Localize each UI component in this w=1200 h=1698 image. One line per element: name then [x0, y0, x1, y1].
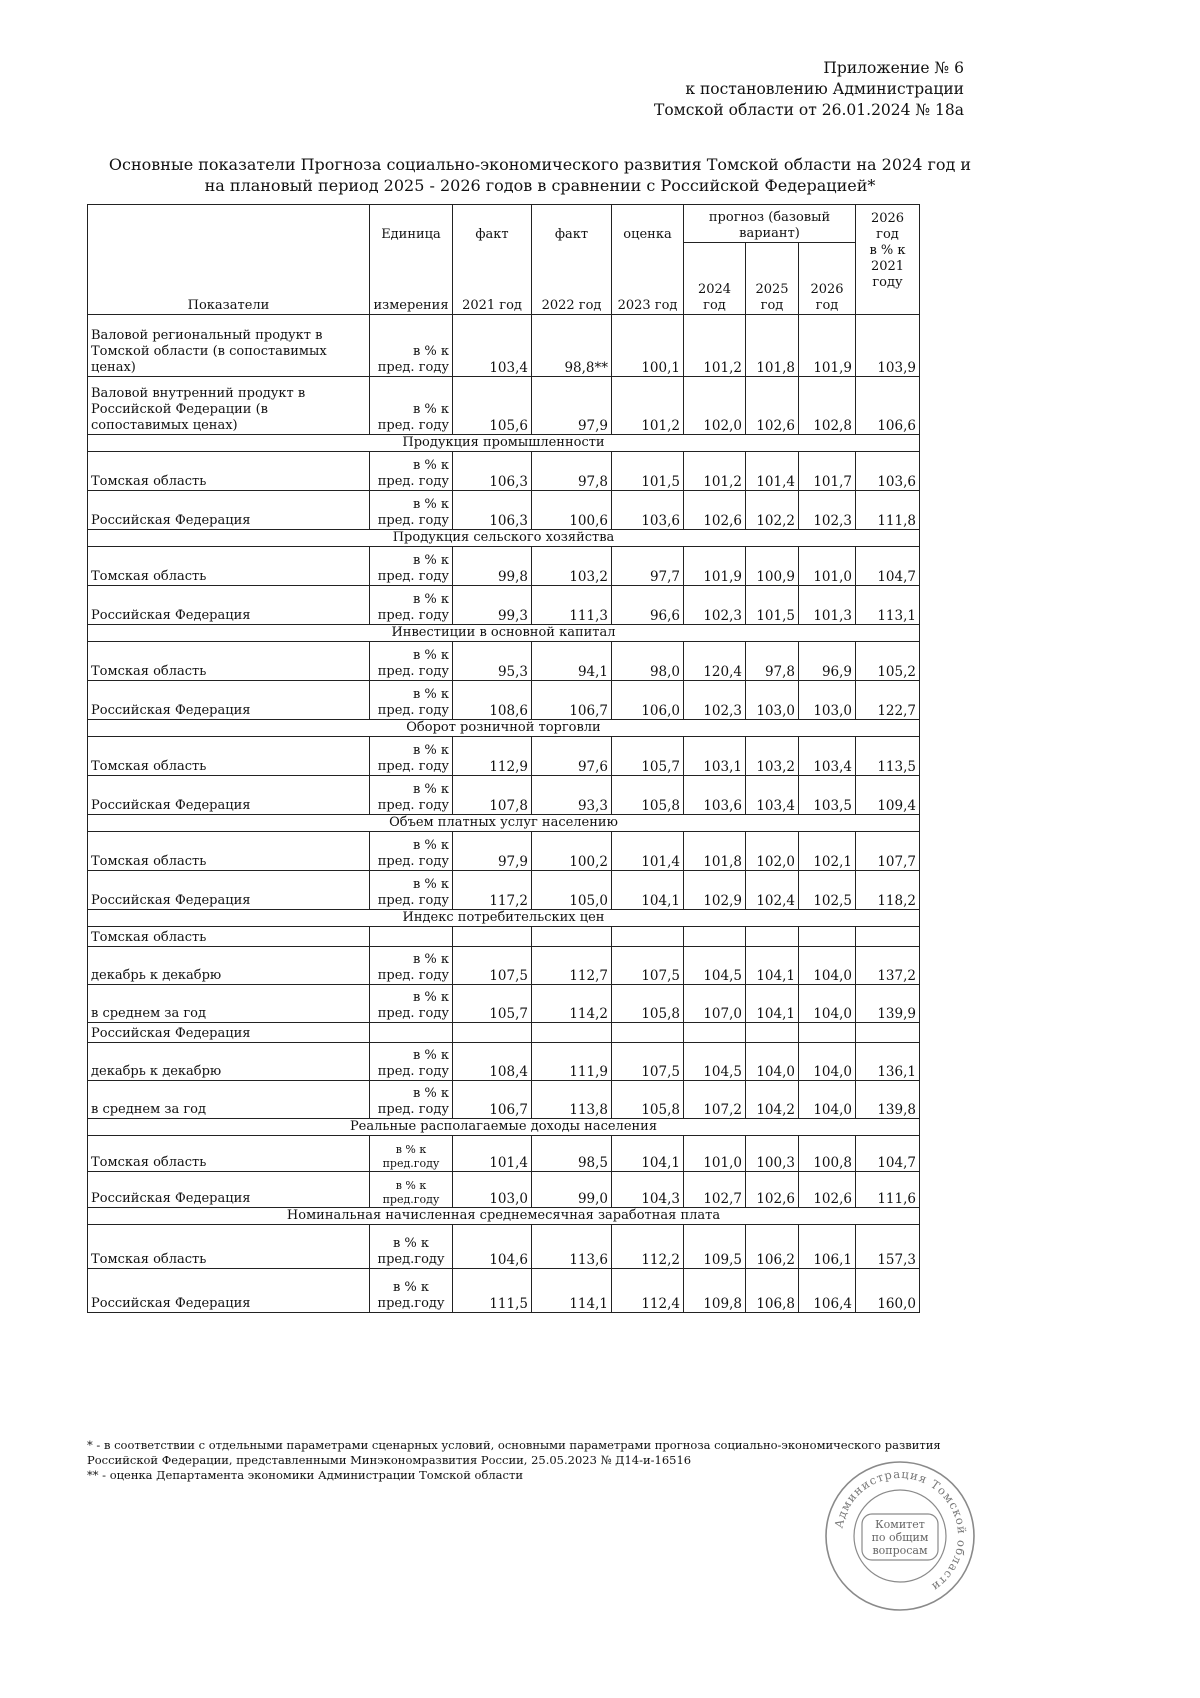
row-value: 102,6: [799, 1172, 856, 1208]
row-value: 100,2: [532, 832, 612, 871]
table-row: [88, 1023, 920, 1043]
row-value: 102,6: [746, 377, 799, 435]
row-value: 103,6: [856, 452, 920, 491]
row-indicator-name: Российская Федерация: [88, 681, 370, 720]
row-value: [532, 927, 612, 947]
row-value: 107,8: [453, 776, 532, 815]
footnote-1: * - в соответствии с отдельными параметрами сценарных условий, основными параметрами прогноза социально-экономического развития Российской Федерации, представленными Минэкономразвития России, 25.05.2023 № Д14-и-16516: [87, 1438, 941, 1467]
row-value: 102,6: [746, 1172, 799, 1208]
header-unit-top: Единица: [370, 205, 453, 243]
row-unit: в % к пред. году: [370, 947, 453, 985]
row-value: 102,5: [799, 871, 856, 910]
row-unit: в % к пред. году: [370, 985, 453, 1023]
title-line-1: Основные показатели Прогноза социально-экономического развития Томской области на 2024 год и: [108, 155, 972, 174]
section-title: Продукция промышленности: [88, 435, 920, 452]
row-value: 104,1: [612, 871, 684, 910]
row-value: 107,2: [684, 1081, 746, 1119]
table-row: [88, 1136, 920, 1172]
row-value: 104,1: [746, 947, 799, 985]
row-value: [612, 927, 684, 947]
row-value: 111,5: [453, 1269, 532, 1313]
table-row: [88, 1269, 920, 1313]
table-row: [88, 315, 920, 377]
row-value: 101,0: [799, 547, 856, 586]
row-value: 106,8: [746, 1269, 799, 1313]
row-value: 100,6: [532, 491, 612, 530]
header-estimate-bottom: 2023 год: [612, 243, 684, 315]
row-value: 103,2: [532, 547, 612, 586]
row-value: 101,5: [746, 586, 799, 625]
row-value: 112,2: [612, 1225, 684, 1269]
row-unit: в % к пред. году: [370, 547, 453, 586]
row-unit: [370, 1023, 453, 1043]
official-stamp: [822, 1458, 978, 1614]
row-unit: в % к пред. году: [370, 681, 453, 720]
table-row: [88, 491, 920, 530]
row-value: 103,4: [799, 737, 856, 776]
row-value: 103,6: [612, 491, 684, 530]
row-value: 137,2: [856, 947, 920, 985]
row-value: 102,3: [684, 681, 746, 720]
row-value: 103,0: [453, 1172, 532, 1208]
row-value: 157,3: [856, 1225, 920, 1269]
table-row: [88, 547, 920, 586]
row-unit: в % к пред.году: [370, 1136, 453, 1172]
row-unit: в % к пред. году: [370, 586, 453, 625]
row-value: 103,6: [684, 776, 746, 815]
row-value: 102,8: [799, 377, 856, 435]
row-value: 113,8: [532, 1081, 612, 1119]
section-title: Продукция сельского хозяйства: [88, 530, 920, 547]
row-unit: [370, 927, 453, 947]
row-value: 103,0: [799, 681, 856, 720]
row-value: [746, 1023, 799, 1043]
row-value: 139,8: [856, 1081, 920, 1119]
row-value: 97,6: [532, 737, 612, 776]
row-value: 106,0: [612, 681, 684, 720]
table-row: [88, 586, 920, 625]
row-value: 106,1: [799, 1225, 856, 1269]
row-value: 104,0: [799, 947, 856, 985]
header-2026-top: 2026 год: [856, 205, 920, 243]
row-value: 101,0: [684, 1136, 746, 1172]
row-unit: в % к пред. году: [370, 776, 453, 815]
row-indicator-name: декабрь к декабрю: [88, 947, 370, 985]
row-value: 100,1: [612, 315, 684, 377]
row-value: [799, 927, 856, 947]
row-value: 103,4: [746, 776, 799, 815]
row-value: 103,1: [684, 737, 746, 776]
row-value: 106,2: [746, 1225, 799, 1269]
row-value: 102,1: [799, 832, 856, 871]
row-value: 101,8: [684, 832, 746, 871]
row-value: 101,4: [453, 1136, 532, 1172]
section-title: Объем платных услуг населению: [88, 815, 920, 832]
table-row: [88, 1081, 920, 1119]
header-fact-2022-bottom: 2022 год: [532, 243, 612, 315]
row-value: 104,2: [746, 1081, 799, 1119]
resolution-date: Томской области от 26.01.2024 № 18а: [653, 101, 964, 119]
row-value: 99,3: [453, 586, 532, 625]
row-value: 105,2: [856, 642, 920, 681]
row-value: 100,9: [746, 547, 799, 586]
row-indicator-name: Томская область: [88, 1225, 370, 1269]
row-value: 102,0: [684, 377, 746, 435]
row-unit: в % к пред.году: [370, 1225, 453, 1269]
footnote-2: ** - оценка Департамента экономики Администрации Томской области: [87, 1468, 524, 1482]
row-value: 108,6: [453, 681, 532, 720]
row-value: 103,4: [453, 315, 532, 377]
row-indicator-name: Томская область: [88, 642, 370, 681]
header-fact-2021-top: факт: [453, 205, 532, 243]
row-value: 113,1: [856, 586, 920, 625]
row-value: 111,9: [532, 1043, 612, 1081]
row-indicator-name: Валовой внутренний продукт в Российской Федерации (в сопоставимых ценах): [88, 377, 370, 435]
section-title: Инвестиции в основной капитал: [88, 625, 920, 642]
header-indicators: Показатели: [88, 205, 370, 315]
row-value: [684, 1023, 746, 1043]
row-value: 96,6: [612, 586, 684, 625]
row-unit: в % к пред. году: [370, 1081, 453, 1119]
row-indicator-name: в среднем за год: [88, 1081, 370, 1119]
table-row: [88, 642, 920, 681]
row-value: 136,1: [856, 1043, 920, 1081]
row-value: 120,4: [684, 642, 746, 681]
row-unit: в % к пред. году: [370, 832, 453, 871]
row-value: 102,6: [684, 491, 746, 530]
row-value: 98,5: [532, 1136, 612, 1172]
row-unit: в % к пред. году: [370, 871, 453, 910]
table-row: [88, 681, 920, 720]
row-value: 105,7: [612, 737, 684, 776]
row-value: 113,5: [856, 737, 920, 776]
row-value: 101,4: [612, 832, 684, 871]
table-row: [88, 1172, 920, 1208]
row-value: 105,6: [453, 377, 532, 435]
appendix-label: Приложение № 6: [823, 59, 964, 77]
row-value: 104,5: [684, 1043, 746, 1081]
header-forecast: прогноз (базовый вариант): [684, 205, 856, 243]
document-header: [654, 58, 964, 121]
row-value: 106,3: [453, 491, 532, 530]
table-row: [88, 776, 920, 815]
header-fact-2022-top: факт: [532, 205, 612, 243]
row-value: 109,4: [856, 776, 920, 815]
row-unit: в % к пред.году: [370, 1172, 453, 1208]
row-value: 99,0: [532, 1172, 612, 1208]
row-indicator-name: Томская область: [88, 452, 370, 491]
stamp-ring-text: Администрация Томской области: [831, 1466, 970, 1595]
section-title: Оборот розничной торговли: [88, 720, 920, 737]
header-fact-2021-bottom: 2021 год: [453, 243, 532, 315]
row-indicator-name: Российская Федерация: [88, 871, 370, 910]
row-value: 100,8: [799, 1136, 856, 1172]
header-2026-vs-2021: в % к 2021 году: [856, 243, 920, 315]
row-value: 98,0: [612, 642, 684, 681]
row-value: 102,3: [799, 491, 856, 530]
row-value: 112,7: [532, 947, 612, 985]
row-value: 102,7: [684, 1172, 746, 1208]
row-value: 101,8: [746, 315, 799, 377]
row-value: 114,2: [532, 985, 612, 1023]
row-value: 101,4: [746, 452, 799, 491]
row-value: 104,1: [612, 1136, 684, 1172]
row-value: 102,4: [746, 871, 799, 910]
row-value: [532, 1023, 612, 1043]
row-value: 112,9: [453, 737, 532, 776]
row-value: [856, 1023, 920, 1043]
title-line-2: на плановый период 2025 - 2026 годов в сравнении с Российской Федерацией*: [204, 176, 876, 195]
row-value: 94,1: [532, 642, 612, 681]
row-indicator-name: в среднем за год: [88, 985, 370, 1023]
row-value: 104,7: [856, 547, 920, 586]
row-value: 103,9: [856, 315, 920, 377]
row-value: 98,8**: [532, 315, 612, 377]
table-row: [88, 377, 920, 435]
table-row: [88, 947, 920, 985]
table-row: [88, 927, 920, 947]
row-value: 97,9: [453, 832, 532, 871]
header-estimate-top: оценка: [612, 205, 684, 243]
row-value: 104,1: [746, 985, 799, 1023]
table-row: [88, 832, 920, 871]
header-year-2024: 2024 год: [684, 243, 746, 315]
row-indicator-name: Томская область: [88, 1136, 370, 1172]
row-indicator-name: Томская область: [88, 832, 370, 871]
row-value: 95,3: [453, 642, 532, 681]
row-unit: в % к пред. году: [370, 377, 453, 435]
row-indicator-name: Российская Федерация: [88, 776, 370, 815]
row-value: 97,9: [532, 377, 612, 435]
row-value: 111,8: [856, 491, 920, 530]
row-value: 104,7: [856, 1136, 920, 1172]
row-value: 105,0: [532, 871, 612, 910]
row-value: 101,2: [612, 377, 684, 435]
row-value: 107,0: [684, 985, 746, 1023]
table-row: [88, 737, 920, 776]
row-value: 105,8: [612, 776, 684, 815]
row-value: 97,7: [612, 547, 684, 586]
row-value: 102,2: [746, 491, 799, 530]
row-value: 107,5: [612, 947, 684, 985]
row-indicator-name: Российская Федерация: [88, 1023, 370, 1043]
row-value: 96,9: [799, 642, 856, 681]
row-unit: в % к пред. году: [370, 315, 453, 377]
indicators-table: [87, 204, 920, 1313]
row-value: 106,7: [453, 1081, 532, 1119]
row-unit: в % к пред. году: [370, 452, 453, 491]
table-row: [88, 452, 920, 491]
row-value: 105,7: [453, 985, 532, 1023]
row-value: [453, 927, 532, 947]
row-value: 97,8: [532, 452, 612, 491]
row-unit: в % к пред. году: [370, 1043, 453, 1081]
row-value: [799, 1023, 856, 1043]
row-value: 102,3: [684, 586, 746, 625]
row-value: 93,3: [532, 776, 612, 815]
row-value: 103,0: [746, 681, 799, 720]
row-value: 106,3: [453, 452, 532, 491]
row-unit: в % к пред. году: [370, 642, 453, 681]
row-value: 111,6: [856, 1172, 920, 1208]
row-indicator-name: Валовой региональный продукт в Томской области (в сопоставимых ценах): [88, 315, 370, 377]
row-value: 105,8: [612, 985, 684, 1023]
row-unit: в % к пред. году: [370, 491, 453, 530]
stamp-graphic: [822, 1458, 978, 1614]
row-value: 102,0: [746, 832, 799, 871]
row-value: 104,6: [453, 1225, 532, 1269]
row-value: 97,8: [746, 642, 799, 681]
row-unit: в % к пред.году: [370, 1269, 453, 1313]
row-value: 101,2: [684, 452, 746, 491]
row-value: [612, 1023, 684, 1043]
row-indicator-name: Российская Федерация: [88, 1172, 370, 1208]
row-indicator-name: Томская область: [88, 927, 370, 947]
row-value: 107,5: [453, 947, 532, 985]
resolution-ref: к постановлению Администрации: [685, 80, 964, 98]
row-value: 104,0: [799, 1043, 856, 1081]
row-value: 101,9: [799, 315, 856, 377]
row-value: 107,5: [612, 1043, 684, 1081]
stamp-line-2: по общим: [871, 1531, 929, 1544]
row-value: [856, 927, 920, 947]
row-value: 105,8: [612, 1081, 684, 1119]
header-year-2026: 2026 год: [799, 243, 856, 315]
row-indicator-name: Российская Федерация: [88, 1269, 370, 1313]
row-value: 111,3: [532, 586, 612, 625]
stamp-line-3: вопросам: [872, 1544, 928, 1557]
document-title: [60, 154, 1020, 196]
row-indicator-name: Российская Федерация: [88, 491, 370, 530]
row-value: 114,1: [532, 1269, 612, 1313]
row-value: 101,9: [684, 547, 746, 586]
table-row: [88, 1225, 920, 1269]
row-indicator-name: декабрь к декабрю: [88, 1043, 370, 1081]
section-title: Индекс потребительских цен: [88, 910, 920, 927]
row-indicator-name: Томская область: [88, 547, 370, 586]
row-value: 101,2: [684, 315, 746, 377]
row-value: 103,2: [746, 737, 799, 776]
stamp-line-1: Комитет: [875, 1518, 925, 1531]
table-row: [88, 871, 920, 910]
row-value: 106,6: [856, 377, 920, 435]
row-value: 101,7: [799, 452, 856, 491]
row-value: 139,9: [856, 985, 920, 1023]
row-value: 103,5: [799, 776, 856, 815]
row-value: 108,4: [453, 1043, 532, 1081]
row-value: 106,7: [532, 681, 612, 720]
row-value: 109,5: [684, 1225, 746, 1269]
row-value: 104,0: [799, 985, 856, 1023]
section-title: Номинальная начисленная среднемесячная заработная плата: [88, 1208, 920, 1225]
row-value: 113,6: [532, 1225, 612, 1269]
row-unit: в % к пред. году: [370, 737, 453, 776]
row-value: 122,7: [856, 681, 920, 720]
row-value: 160,0: [856, 1269, 920, 1313]
row-indicator-name: Томская область: [88, 737, 370, 776]
header-year-2025: 2025 год: [746, 243, 799, 315]
row-value: 104,3: [612, 1172, 684, 1208]
row-value: 112,4: [612, 1269, 684, 1313]
row-value: [746, 927, 799, 947]
row-value: 99,8: [453, 547, 532, 586]
row-value: 102,9: [684, 871, 746, 910]
row-value: [453, 1023, 532, 1043]
row-value: 101,5: [612, 452, 684, 491]
row-value: [684, 927, 746, 947]
row-value: 104,0: [799, 1081, 856, 1119]
row-value: 118,2: [856, 871, 920, 910]
row-value: 104,0: [746, 1043, 799, 1081]
row-value: 117,2: [453, 871, 532, 910]
row-value: 107,7: [856, 832, 920, 871]
row-value: 101,3: [799, 586, 856, 625]
row-value: 104,5: [684, 947, 746, 985]
row-indicator-name: Российская Федерация: [88, 586, 370, 625]
row-value: 109,8: [684, 1269, 746, 1313]
section-title: Реальные располагаемые доходы населения: [88, 1119, 920, 1136]
table-row: [88, 985, 920, 1023]
row-value: 106,4: [799, 1269, 856, 1313]
header-unit-bottom: измерения: [370, 243, 453, 315]
row-value: 100,3: [746, 1136, 799, 1172]
table-row: [88, 1043, 920, 1081]
